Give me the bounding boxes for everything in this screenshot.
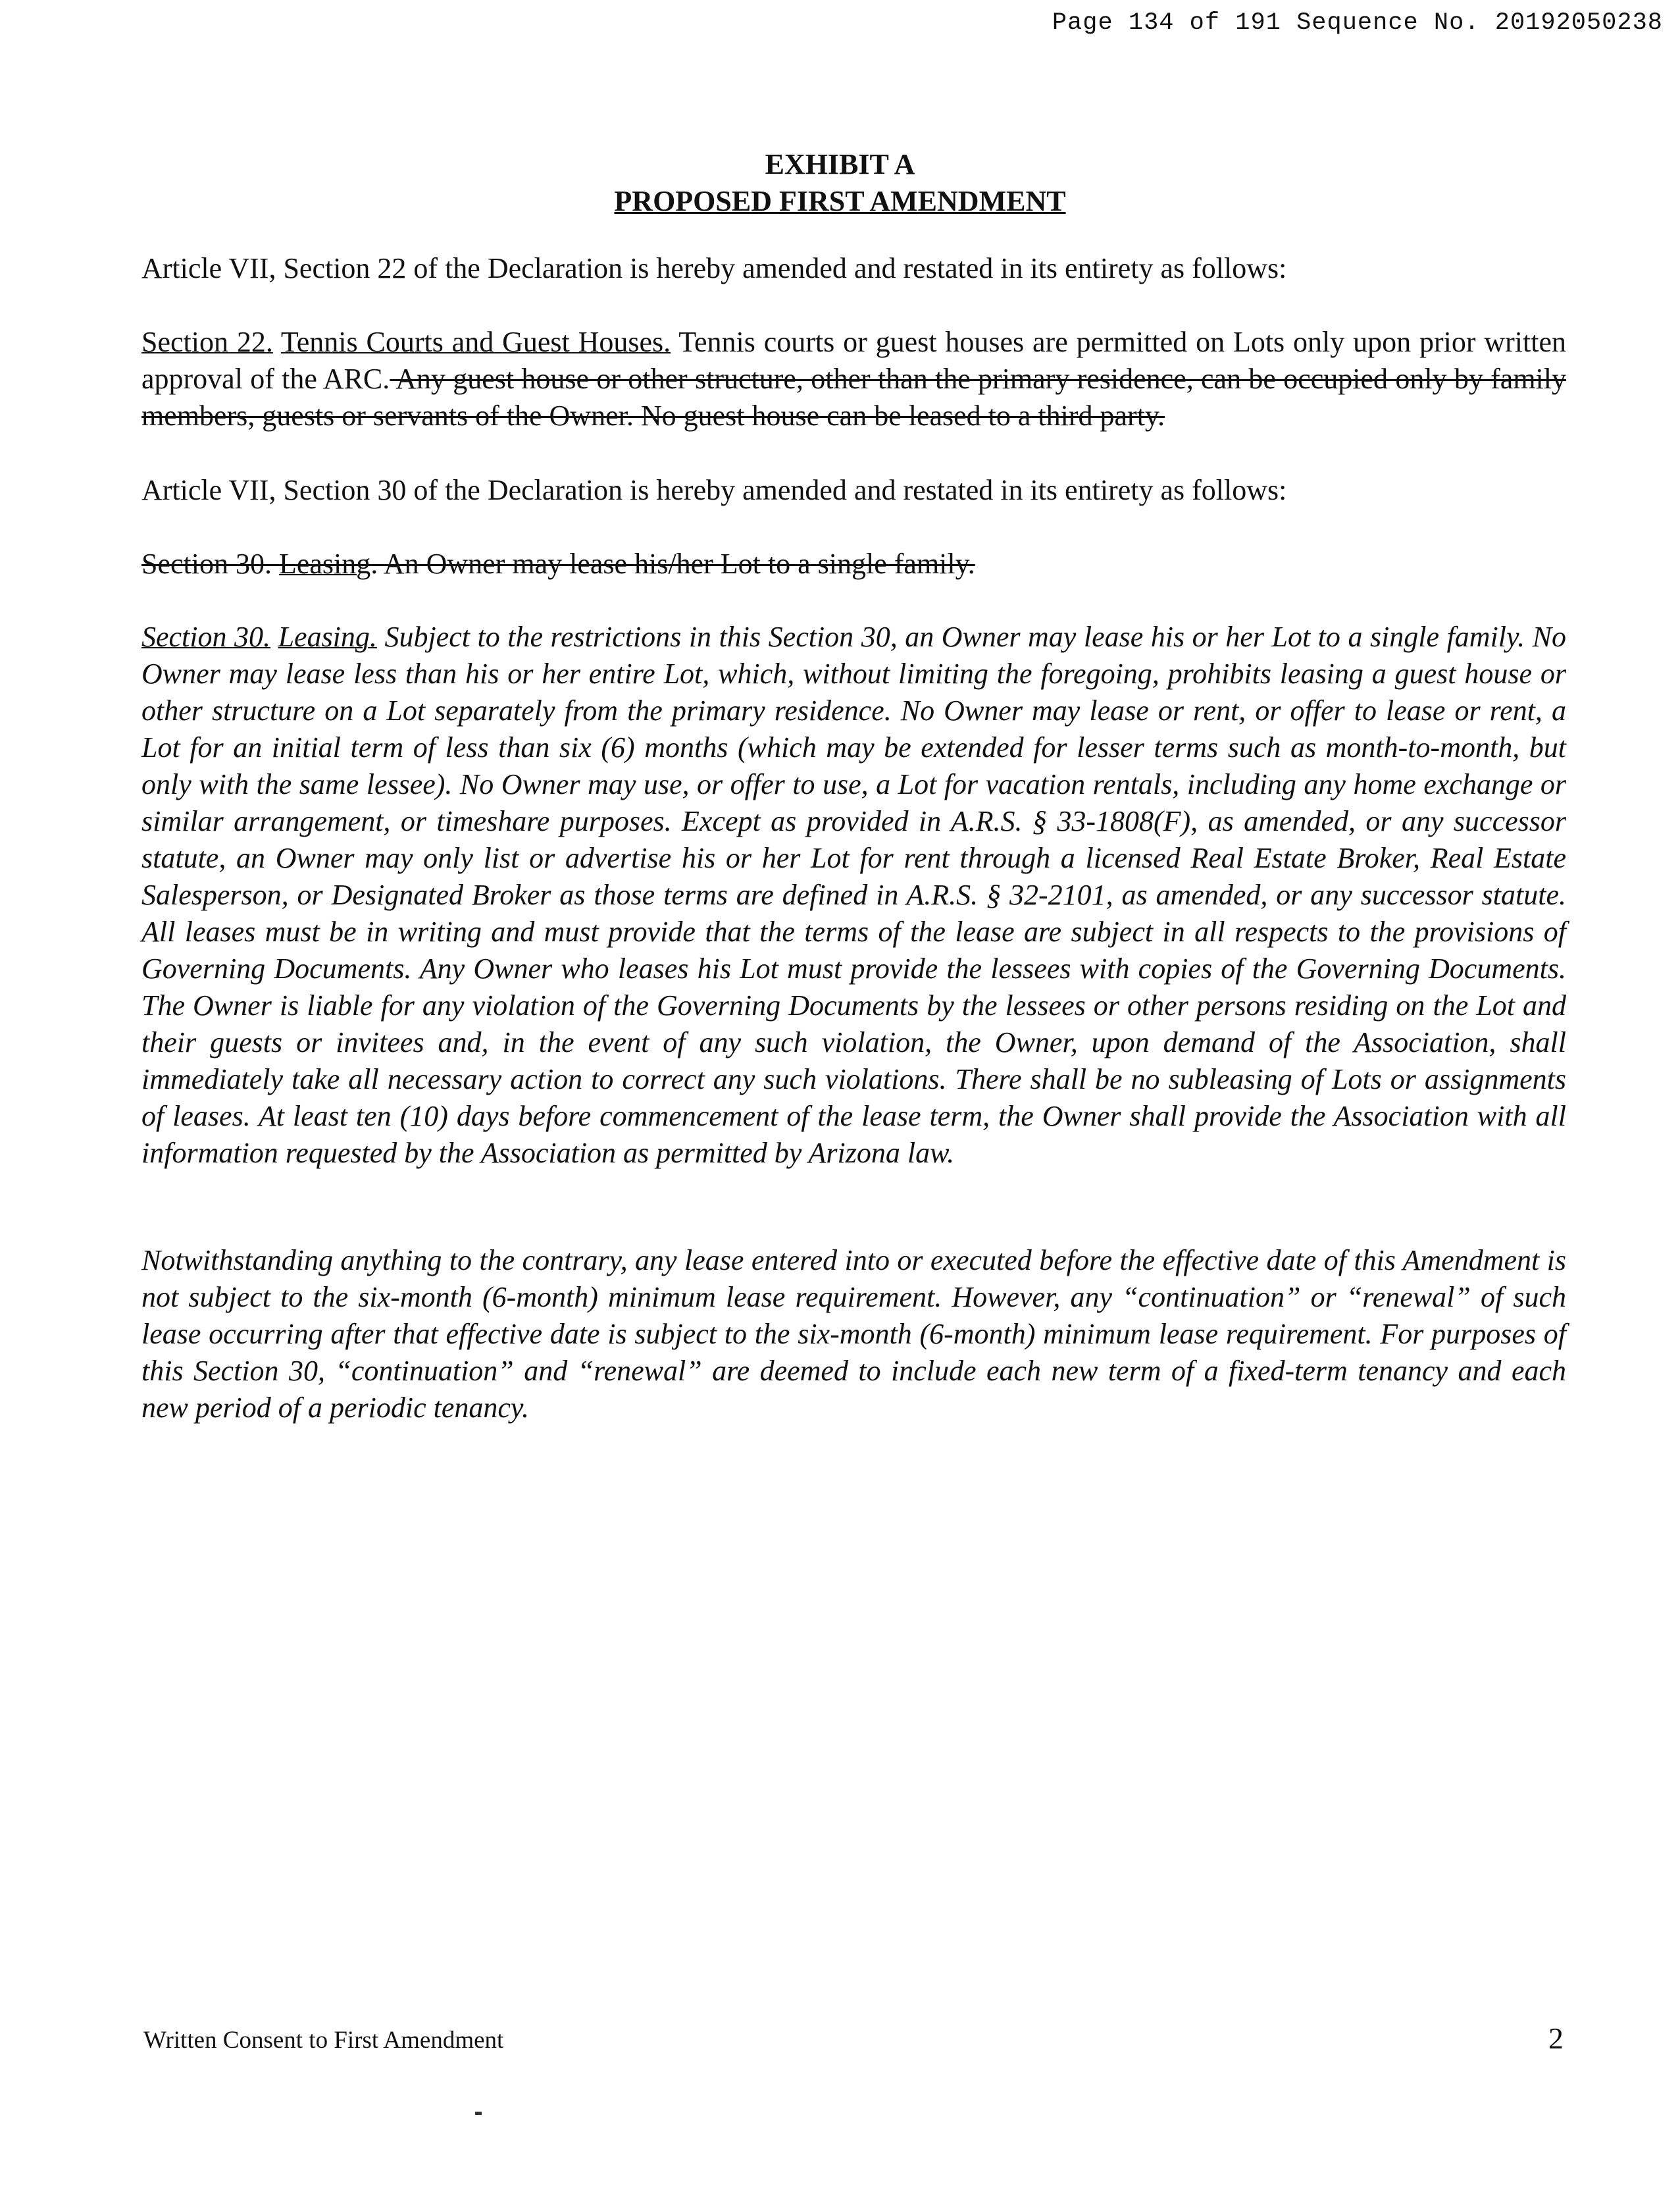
section22-text: Tennis courts or guest houses are permitted on Lots only upon prior written approval of the ARC.	[141, 326, 1566, 395]
exhibit-title	[0, 146, 1680, 220]
footer-page-number: 2	[1548, 2021, 1564, 2055]
section22-heading: Tennis Courts and Guest Houses.	[280, 326, 671, 358]
section30-new-heading: Leasing.	[278, 621, 377, 653]
scan-speck	[475, 2112, 482, 2115]
section30-old-label: Section 30.	[141, 548, 272, 580]
section30-new-label: Section 30.	[141, 621, 271, 653]
exhibit-label: EXHIBIT A	[765, 148, 915, 180]
notwithstanding-paragraph: Notwithstanding anything to the contrary, any lease entered into or executed before the effective date of this Amendment is not subject to the six-month (6-month) minimum lease requirement. However, any “continuation” or “renewal” of such lease occurring after that effective date is subject to the six-month (6-month) minimum lease requirement. For purposes of this Section 30, “continuation” and “renewal” are deemed to include each new term of a fixed-term tenancy and each new period of a periodic tenancy.	[141, 1244, 1566, 1424]
section30-new-text: Subject to the restrictions in this Section 30, an Owner may lease his or her Lot to a single family. No Owner may lease less than his or her entire Lot, which, without limiting the foregoing, prohibits leasing a guest house or other structure on a Lot separately from the primary residence. No Owner may lease or rent, or offer to lease or rent, a Lot for an initial term of less than six (6) months (which may be extended for lesser terms such as month-to-month, but only with the same lessee). No Owner may use, or offer to use, a Lot for vacation rentals, including any home exchange or similar arrangement, or timeshare purposes. Except as provided in A.R.S. § 33-1808(F), as amended, or any successor statute, an Owner may only list or advertise his or her Lot for rent through a licensed Real Estate Broker, Real Estate Salesperson, or Designated Broker as those terms are defined in A.R.S. § 32-2101, as amended, or any successor statute. All leases must be in writing and must provide that the terms of the lease are subject in all respects to the provisions of Governing Documents. Any Owner who leases his Lot must provide the lessees with copies of the Governing Documents. The Owner is liable for any violation of the Governing Documents by the lessees or other persons residing on the Lot and their guests or invitees and, in the event of any such violation, the Owner, upon demand of the Association, shall immediately take all necessary action to correct any such violations. There shall be no subleasing of Lots or assignments of leases. At least ten (10) days before commencement of the lease term, the Owner shall provide the Association with all information requested by the Association as permitted by Arizona law.	[141, 621, 1567, 1169]
page-sequence-header: Page 134 of 191 Sequence No. 20192050238	[1052, 9, 1663, 37]
section30-new-paragraph	[141, 619, 1566, 1172]
section30-intro: Article VII, Section 30 of the Declaration is hereby amended and restated in its entirety as follows:	[141, 474, 1287, 506]
section22-intro: Article VII, Section 22 of the Declaration is hereby amended and restated in its entirety as follows:	[141, 252, 1287, 284]
section22-paragraph	[141, 324, 1566, 434]
section30-deleted-paragraph	[141, 546, 1566, 583]
section22-label: Section 22.	[141, 326, 273, 358]
footer-document-title: Written Consent to First Amendment	[143, 2027, 504, 2054]
amendment-title: PROPOSED FIRST AMENDMENT	[614, 185, 1066, 217]
section30-old-text: . An Owner may lease his/her Lot to a single family.	[370, 548, 975, 580]
section22-deleted-text: Any guest house or other structure, other than the primary residence, can be occupied only by family members, guests or servants of the Owner. No guest house can be leased to a third party.	[141, 363, 1566, 432]
section30-old-heading: Leasing	[278, 548, 371, 580]
